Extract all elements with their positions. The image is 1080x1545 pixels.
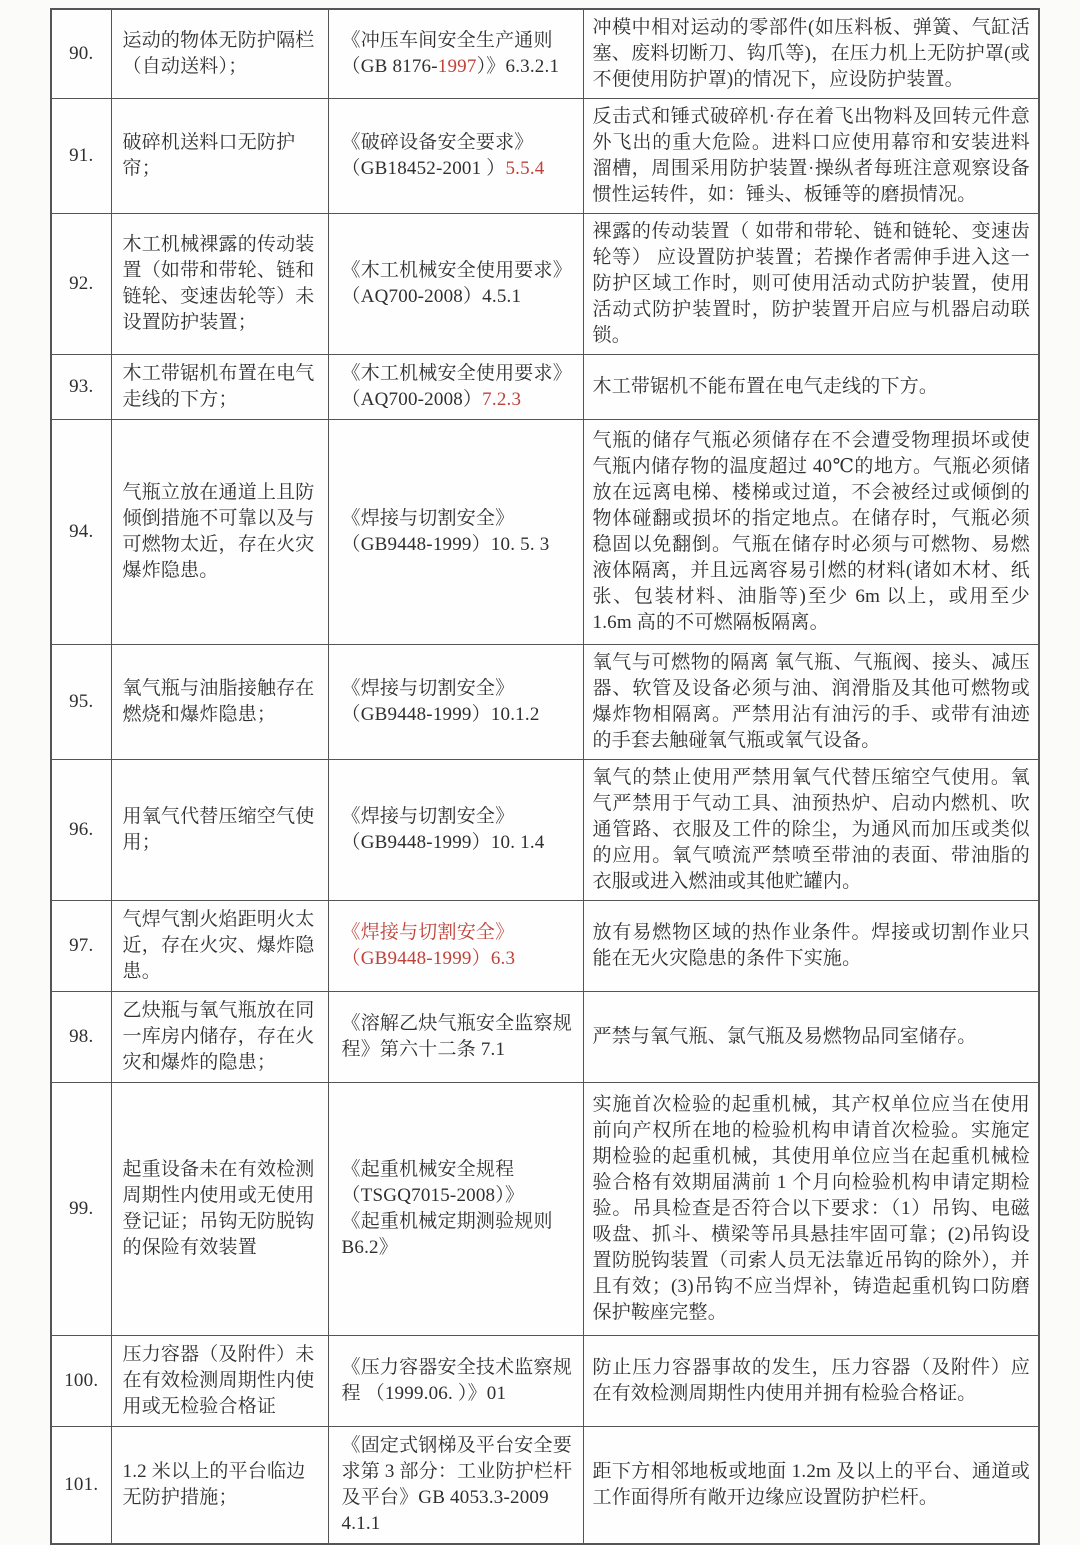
standard-ref: （GB 8176- [341,56,438,77]
table-row [51,645,1039,760]
detail-cell: 氧气与可燃物的隔离 氧气瓶、气瓶阀、接头、减压器、软管及设备必须与油、润滑脂及其他可燃物或爆炸物相隔离。严禁用沾有油污的手、或带有油迹的手套去触碰氧气瓶或氧气设备。 [583,645,1039,760]
standard-ref: （TSGQ7015-2008）》 [341,1185,525,1206]
issue-cell: 用氧气代替压缩空气使用； [111,760,328,901]
standard-ref: 《起重机械安全规程 [341,1159,515,1180]
standard-ref: 《溶解乙炔气瓶安全监察规程》第六十二条 7.1 [341,1013,572,1060]
standard-ref: 《起重机械定期测验规则 [341,1211,553,1232]
issue-cell: 压力容器（及附件）未在有效检测周期性内使用或无检验合格证 [111,1336,328,1427]
issue-cell: 乙炔瓶与氧气瓶放在同一库房内储存，存在火灾和爆炸的隐患； [111,992,328,1083]
detail-cell: 严禁与氧气瓶、氯气瓶及易燃物品同室储存。 [583,992,1039,1083]
standard-cell [328,99,583,214]
standard-ref: （AQ700-2008） [341,389,483,410]
table-row [51,420,1039,645]
standard-ref: 《破碎设备安全要求》 [341,132,534,153]
standard-ref: 《焊接与切割安全》 [341,508,515,529]
standard-ref: 《焊接与切割安全》 [341,806,515,827]
standard-ref: B6.2》 [341,1237,398,1258]
row-number-cell: 94. [51,420,111,645]
issue-cell: 木工机械裸露的传动装置（如带和带轮、链和链轮、变速齿轮等）未设置防护装置； [111,214,328,355]
row-number-cell: 92. [51,214,111,355]
standard-ref: （GB9448-1999）10. 5. 3 [341,534,550,555]
table-row [51,1427,1039,1545]
detail-cell: 气瓶的储存气瓶必须储存在不会遭受物理损坏或使气瓶内储存物的温度超过 40℃的地方。气瓶必须储放在远离电梯、楼梯或过道，不会被经过或倾倒的物体碰翻或损坏的指定地点。在储存时，气瓶必须稳固以免翻倒。气瓶在储存时必须与可燃物、易燃液体隔离，并且远离容易引燃的材料(诸如木材、纸张、包装材料、油脂等)至少 6m 以上，或用至少 1.6m 高的不可燃隔板隔离。 [583,420,1039,645]
standard-ref: 《压力容器安全技术监察规程 （1999.06. ）》01 [341,1357,572,1404]
issue-cell: 起重设备未在有效检测周期性内使用或无使用登记证；吊钩无防脱钩的保险有效装置 [111,1083,328,1336]
standard-ref: 《冲压车间安全生产通则 [341,30,553,51]
row-number-cell: 99. [51,1083,111,1336]
table-row [51,99,1039,214]
detail-cell: 氧气的禁止使用严禁用氧气代替压缩空气使用。氧气严禁用于气动工具、油预热炉、启动内燃机、吹通管路、衣服及工件的除尘，为通风而加压或类似的应用。氧气喷流严禁喷至带油的表面、带油脂的衣服或进入燃油或其他贮罐内。 [583,760,1039,901]
issue-cell: 木工带锯机布置在电气走线的下方； [111,355,328,420]
standard-ref: 《焊接与切割安全》 [341,678,515,699]
detail-cell: 防止压力容器事故的发生，压力容器（及附件）应在有效检测周期性内使用并拥有检验合格证。 [583,1336,1039,1427]
detail-cell: 冲模中相对运动的零部件(如压料板、弹簧、气缸活塞、废料切断刀、钩爪等)，在压力机上无防护罩(或不便使用防护罩)的情况下，应设防护装置。 [583,9,1039,99]
standard-ref-highlight: 1997 [437,56,477,77]
standard-ref: （GB9448-1999）10. 1.4 [341,832,545,853]
detail-cell: 反击式和锤式破碎机·存在着飞出物料及回转元件意外飞出的重大危险。进料口应使用幕帘和安装进料溜槽，周围采用防护装置·操纵者每班注意观察设备惯性运转件，如：锤头、板锤等的磨损情况。 [583,99,1039,214]
standard-ref-highlight: （GB9448-1999）6.3 [341,948,516,969]
standard-ref: 《木工机械安全使用要求》 [341,363,572,384]
standard-cell [328,760,583,901]
standard-cell [328,420,583,645]
detail-cell: 距下方相邻地板或地面 1.2m 及以上的平台、通道或工作面得所有敞开边缘应设置防护栏杆。 [583,1427,1039,1545]
standard-cell [328,1336,583,1427]
table-row [51,992,1039,1083]
row-number-cell: 98. [51,992,111,1083]
standard-ref-highlight: 5.5.4 [505,158,545,179]
standard-ref: （AQ700-2008）4.5.1 [341,286,522,307]
standard-ref-highlight: 《焊接与切割安全》 [341,922,515,943]
detail-cell: 放有易燃物区域的热作业条件。焊接或切割作业只能在无火灾隐患的条件下实施。 [583,901,1039,992]
table-row [51,214,1039,355]
detail-cell: 木工带锯机不能布置在电气走线的下方。 [583,355,1039,420]
standard-ref: （GB18452-2001 ） [341,158,506,179]
issue-cell: 氧气瓶与油脂接触存在燃烧和爆炸隐患； [111,645,328,760]
standard-cell [328,214,583,355]
row-number-cell: 101. [51,1427,111,1545]
issue-cell: 运动的物体无防护隔栏（自动送料）； [111,9,328,99]
row-number-cell: 90. [51,9,111,99]
row-number-cell: 91. [51,99,111,214]
standard-cell [328,1427,583,1545]
row-number-cell: 93. [51,355,111,420]
standard-ref: 《固定式钢梯及平台安全要求第 3 部分：工业防护栏杆及平台》GB 4053.3-2009 4.1.1 [341,1435,573,1534]
standard-cell [328,355,583,420]
issue-cell: 1.2 米以上的平台临边无防护措施； [111,1427,328,1545]
issue-cell: 气焊气割火焰距明火太近，存在火灾、爆炸隐患。 [111,901,328,992]
row-number-cell: 95. [51,645,111,760]
table-row [51,901,1039,992]
issue-cell: 破碎机送料口无防护帘； [111,99,328,214]
safety-checklist-table [50,8,1040,1545]
detail-cell: 裸露的传动装置（ 如带和带轮、链和链轮、变速齿轮等） 应设置防护装置；若操作者需伸手进入这一防护区域工作时，则可使用活动式防护装置，使用活动式防护装置时，防护装置开启应与机器启动联锁。 [583,214,1039,355]
issue-cell: 气瓶立放在通道上且防倾倒措施不可靠以及与可燃物太近，存在火灾爆炸隐患。 [111,420,328,645]
table-row [51,9,1039,99]
row-number-cell: 100. [51,1336,111,1427]
standard-cell [328,645,583,760]
detail-cell: 实施首次检验的起重机械，其产权单位应当在使用前向产权所在地的检验机构申请首次检验。实施定期检验的起重机械，其使用单位应当在起重机械检 验合格有效期届满前 1 个月向检验机构申请定期检验。吊具检查是否符合以下要求：（1）吊钩、电磁吸盘、抓斗、横梁等吊具悬挂牢固可靠；(2)吊钩设置防脱钩装置（司索人员无法靠近吊钩的除外），并且有效；(3)吊钩不应当焊补，铸造起重机钩口防磨保护鞍座完整。 [583,1083,1039,1336]
table-row [51,1336,1039,1427]
table-row [51,355,1039,420]
row-number-cell: 96. [51,760,111,901]
table-body [51,9,1039,1544]
standard-cell [328,901,583,992]
standard-ref: 《木工机械安全使用要求》 [341,260,572,281]
table-row [51,1083,1039,1336]
standard-ref: ）》6.3.2.1 [476,56,560,77]
table-row [51,760,1039,901]
row-number-cell: 97. [51,901,111,992]
standard-ref: （GB9448-1999）10.1.2 [341,704,540,725]
standard-cell [328,9,583,99]
standard-cell [328,992,583,1083]
standard-cell [328,1083,583,1336]
standard-ref-highlight: 7.2.3 [482,389,522,410]
